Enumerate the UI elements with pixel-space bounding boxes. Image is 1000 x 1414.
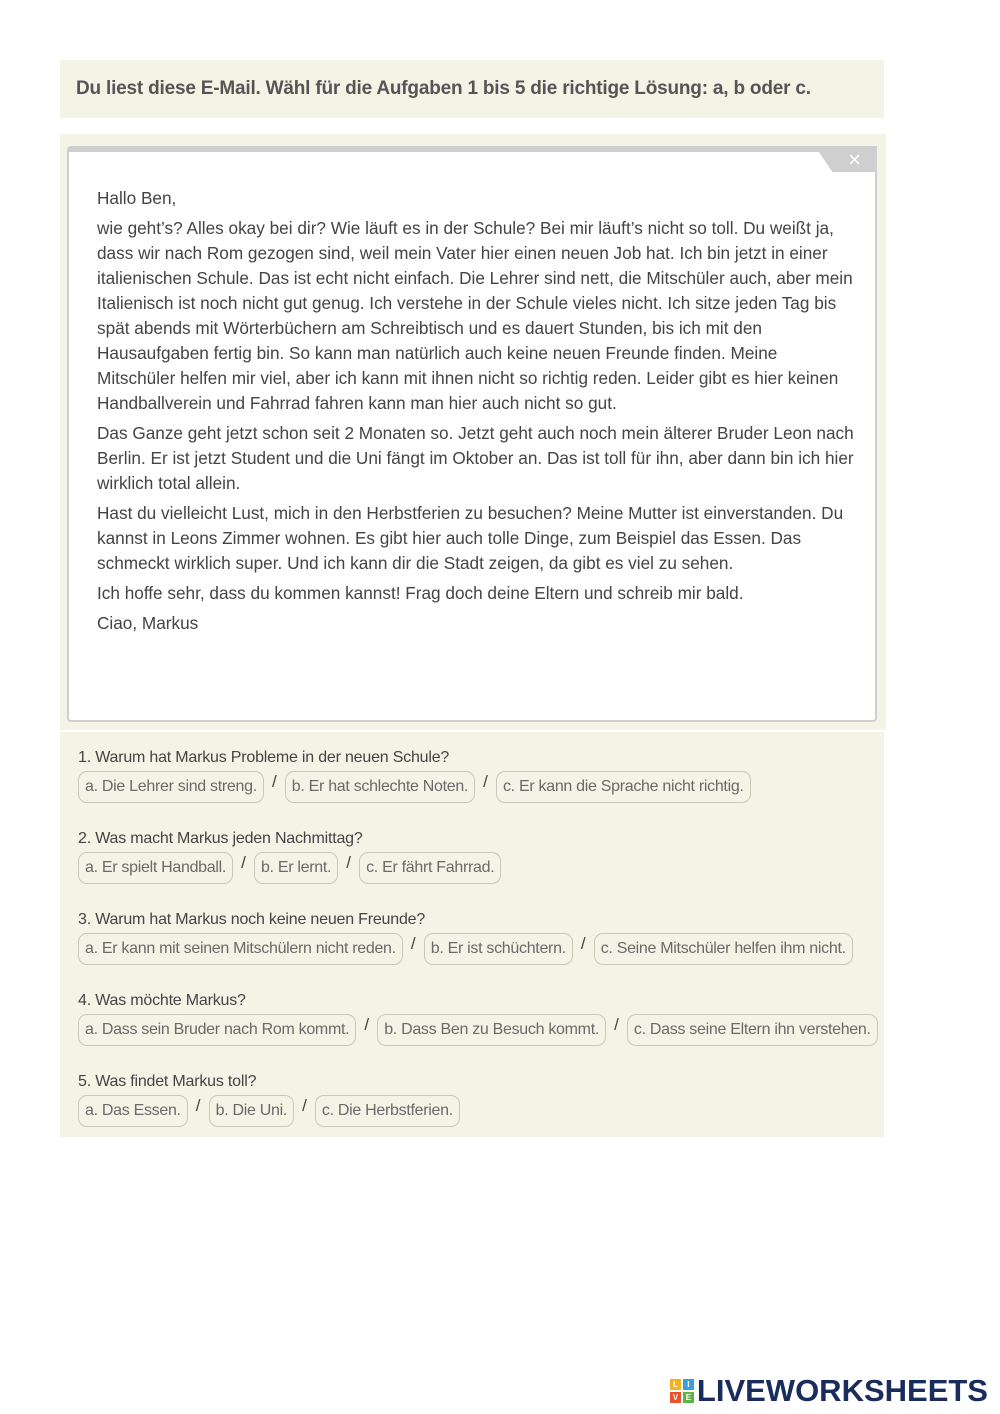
option-3c[interactable]: c. Seine Mitschüler helfen ihm nicht. — [594, 933, 853, 965]
option-3b[interactable]: b. Er ist schüchtern. — [424, 933, 573, 965]
option-separator: / — [346, 853, 351, 872]
option-separator: / — [483, 772, 488, 791]
email-close-tab — [815, 146, 877, 172]
question-4 — [78, 990, 884, 1048]
instructions-text: Du liest diese E-Mail. Wähl für die Aufgaben 1 bis 5 die richtige Lösung: a, b oder c. — [76, 78, 811, 99]
question-2 — [78, 828, 884, 886]
close-icon[interactable]: × — [848, 147, 861, 172]
answer-options — [78, 1014, 884, 1048]
email-paragraph: wie geht’s? Alles okay bei dir? Wie läuft es in der Schule? Bei mir läuft’s nicht so toll. Du weißt ja, dass wir nach Rom gezogen sind, weil mein Vater hier einen neuen Job hat. Ich bin jetzt in einer italienischen Schule. Das ist echt nicht einfach. Die Lehrer sind nett, die Mitschüler auch, aber mein Italienisch ist noch nicht gut genug. Ich verstehe in der Schule vieles nicht. Ich sitze jeden Tag bis spät abends mit Wörterbüchern am Schreibtisch und es dauert Stunden, bis ich mit den Hausaufgaben fertig bin. So kann man natürlich auch keine neuen Freunde finden. Meine Mitschüler helfen mir viel, aber ich kann mit ihnen nicht so richtig reden. Leider gibt es hier keinen Handballverein und Fahrrad fahren kann man hier auch nicht so gut. — [97, 218, 853, 413]
logo-mark-letter: L — [670, 1379, 681, 1390]
email-panel — [60, 134, 886, 730]
answer-options — [78, 1095, 884, 1129]
option-separator: / — [195, 1096, 201, 1115]
option-3a[interactable]: a. Er kann mit seinen Mitschülern nicht reden. — [78, 933, 403, 965]
question-title: 2. Was macht Markus jeden Nachmittag? — [78, 830, 363, 847]
option-separator: / — [302, 1096, 307, 1115]
question-title: 5. Was findet Markus toll? — [78, 1073, 257, 1090]
email-greeting: Hallo Ben, — [97, 188, 177, 208]
question-title: 4. Was möchte Markus? — [78, 992, 246, 1009]
option-5a[interactable]: a. Das Essen. — [78, 1095, 188, 1127]
question-1 — [78, 747, 884, 805]
liveworksheets-logo — [670, 1373, 988, 1408]
questions-panel — [60, 732, 884, 1137]
logo-mark-letter: V — [670, 1392, 681, 1403]
email-paragraph: Hast du vielleicht Lust, mich in den Herbstferien zu besuchen? Meine Mutter ist einverstanden. Du kannst in Leons Zimmer wohnen. Es gibt hier auch tolle Dinge, zum Beispiel das Essen. Das schmeckt wirklich super. Und ich kann dir die Stadt zeigen, da gibt es viel zu sehen. — [97, 503, 844, 573]
answer-options — [78, 771, 884, 805]
logo-mark-icon — [670, 1379, 694, 1403]
option-2b[interactable]: b. Er lernt. — [254, 852, 338, 884]
option-5b[interactable]: b. Die Uni. — [209, 1095, 294, 1127]
option-5c[interactable]: c. Die Herbstferien. — [315, 1095, 460, 1127]
logo-text: LIVEWORKSHEETS — [696, 1373, 988, 1408]
answer-options — [78, 852, 884, 886]
question-5 — [78, 1071, 884, 1129]
option-separator: / — [580, 934, 586, 953]
question-title: 3. Warum hat Markus noch keine neuen Freunde? — [78, 911, 426, 928]
option-separator: / — [614, 1015, 619, 1034]
option-4c[interactable]: c. Dass seine Eltern ihn verstehen. — [627, 1014, 878, 1046]
email-signoff: Ciao, Markus — [97, 613, 199, 633]
question-title: 1. Warum hat Markus Probleme in der neuen Schule? — [78, 749, 450, 766]
logo-mark-letter: I — [683, 1379, 694, 1390]
option-4a[interactable]: a. Dass sein Bruder nach Rom kommt. — [78, 1014, 356, 1046]
email-paragraph: Ich hoffe sehr, dass du kommen kannst! Frag doch deine Eltern und schreib mir bald. — [97, 583, 744, 603]
option-4b[interactable]: b. Dass Ben zu Besuch kommt. — [377, 1014, 606, 1046]
logo-mark-letter: E — [683, 1392, 694, 1403]
question-3 — [78, 909, 884, 967]
option-1a[interactable]: a. Die Lehrer sind streng. — [78, 771, 264, 803]
option-2c[interactable]: c. Er fährt Fahrrad. — [359, 852, 501, 884]
option-1c[interactable]: c. Er kann die Sprache nicht richtig. — [496, 771, 751, 803]
email-card — [67, 146, 877, 722]
option-2a[interactable]: a. Er spielt Handball. — [78, 852, 233, 884]
instructions-box — [60, 60, 884, 118]
answer-options — [78, 933, 884, 967]
option-separator: / — [410, 934, 416, 953]
option-separator: / — [271, 772, 277, 791]
email-paragraph: Das Ganze geht jetzt schon seit 2 Monaten so. Jetzt geht auch noch mein älterer Bruder Leon nach Berlin. Er ist jetzt Student und die Uni fängt im Oktober an. Das ist toll für ihn, aber dann bin ich hier wirklich total allein. — [97, 423, 854, 493]
option-1b[interactable]: b. Er hat schlechte Noten. — [285, 771, 475, 803]
option-separator: / — [241, 853, 246, 872]
option-separator: / — [364, 1015, 370, 1034]
email-body — [97, 186, 857, 641]
